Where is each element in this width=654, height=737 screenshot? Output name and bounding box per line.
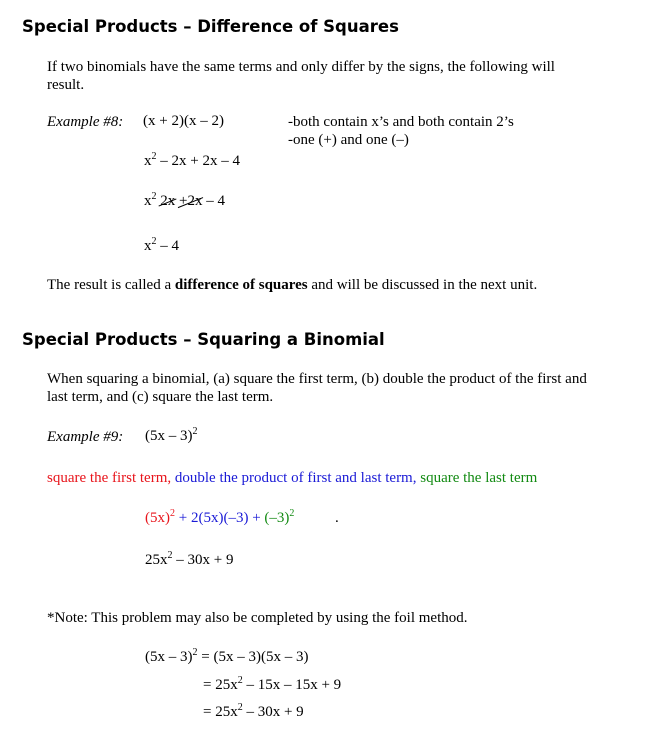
example8-note1: -both contain x’s and both contain 2’s: [288, 114, 514, 130]
rule-double-product: double the product of first and last term,: [174, 470, 417, 486]
example9-expression: (5x – 3)$^2$: [145, 426, 198, 444]
cancelled-term-2: +2x: [179, 193, 203, 209]
section1-title: Special Products – Difference of Squares: [22, 17, 399, 36]
section2-title: Special Products – Squaring a Binomial: [22, 330, 385, 349]
foil-note: *Note: This problem may also be completed by using the foil method.: [47, 610, 468, 626]
foil-line1: (5x – 3)$^2$ = (5x – 3)(5x – 3): [145, 647, 309, 665]
rule-first-term: square the first term,: [47, 470, 172, 486]
section1-intro-line1: If two binomials have the same terms and only differ by the signs, the following will: [47, 59, 555, 75]
section1-intro-line2: result.: [47, 77, 85, 93]
rule-last-term: square the last term: [420, 470, 538, 486]
section1-result: The result is called a difference of squares and will be discussed in the next unit.: [47, 277, 538, 293]
stray-dot: .: [335, 510, 339, 526]
example9-label: Example #9:: [47, 429, 124, 445]
example8-label: Example #8:: [47, 114, 124, 130]
cancelled-term-1: 2x: [160, 193, 176, 209]
squaring-rule: [47, 469, 537, 487]
foil-line2: = $25x^2 - 15x - 15x + 9$: [203, 675, 342, 693]
section2-intro-line2: last term, and (c) square the last term.: [47, 389, 274, 405]
example8-step2-cancel: $x^2$ 2x +2x – 4: [144, 191, 225, 209]
section2-intro-line1: When squaring a binomial, (a) square the first term, (b) double the product of the first and: [47, 371, 587, 387]
example8-step3: $x^2 - 4$: [144, 236, 179, 254]
example8-note2: -one (+) and one (–): [288, 132, 409, 148]
example8-step1: $x^2 - 2x + 2x - 4$: [144, 151, 240, 169]
example9-result: $25x^2 - 30x + 9$: [145, 550, 234, 568]
example8-expression: (x + 2)(x – 2): [143, 113, 224, 129]
foil-line3: = $25x^2 - 30x + 9$: [203, 702, 304, 720]
example9-expansion: $(5x)^2 + 2(5x)(-3) + (-3)^2$: [145, 508, 295, 526]
